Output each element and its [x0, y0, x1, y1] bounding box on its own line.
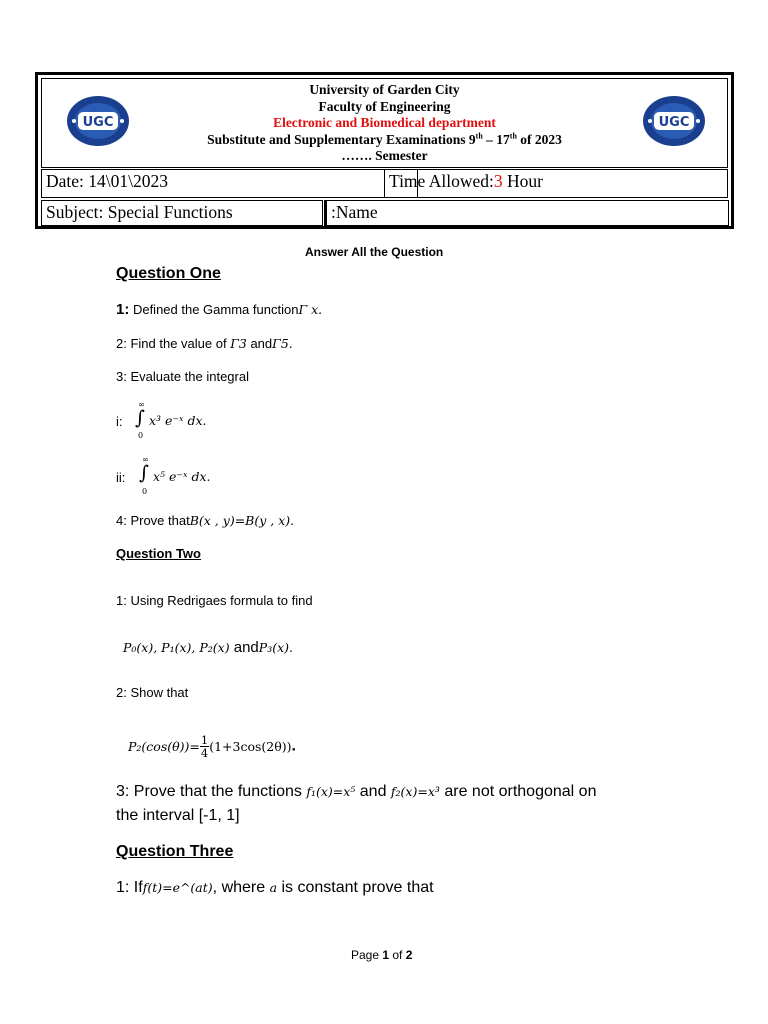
- question-three-title: Question Three: [116, 843, 234, 860]
- svg-text:UGC: UGC: [658, 115, 690, 130]
- q1-item-1: 1: Defined the Gamma functionΓ x.: [116, 301, 323, 318]
- page-number: Page 1 of 2: [351, 948, 413, 962]
- q1-part-ii-expression: x⁵ e⁻ˣ dx.: [153, 469, 211, 484]
- q1-part-i-expression: x³ e⁻ˣ dx.: [149, 413, 207, 428]
- university-logo-left: [66, 95, 130, 147]
- q2-item-1: 1: Using Redrigaes formula to find: [116, 593, 313, 608]
- q2-item-2-equation: P₂(cos(θ))= $\frac{1}{4}$ (1+3cos(2θ)).: [128, 733, 296, 760]
- instruction: Answer All the Question: [305, 245, 444, 259]
- question-one-title: Question One: [116, 265, 221, 282]
- integral-sign: ∫: [139, 462, 149, 484]
- integral-sign: ∫: [135, 407, 145, 429]
- svg-text:UGC: UGC: [82, 115, 114, 130]
- exam-header: [35, 72, 734, 229]
- integral-lower-limit: 0: [142, 487, 148, 496]
- semester-line: ……. Semester: [341, 148, 428, 163]
- q3-item-1: 1: Iff(t)=e^(at), where a is constant prove that: [116, 879, 434, 896]
- date-field: Date: 14\01\2023: [41, 169, 418, 198]
- university-logo-right: [642, 95, 706, 147]
- integral-upper-limit: ∞: [138, 400, 145, 409]
- q2-item-3-interval: the interval [-1, 1]: [116, 807, 240, 824]
- department-name: Electronic and Biomedical department: [273, 115, 496, 130]
- university-name: University of Garden City: [309, 82, 460, 97]
- q1-part-i-label: i:: [116, 414, 123, 429]
- integral-lower-limit: 0: [138, 431, 144, 440]
- subject-field: Subject: Special Functions: [41, 200, 323, 226]
- header-title-block: [41, 78, 728, 168]
- q1-item-3: 3: Evaluate the integral: [116, 369, 249, 384]
- question-two-title: Question Two: [116, 546, 201, 561]
- q2-item-2: 2: Show that: [116, 685, 189, 700]
- q2-item-1-math: P₀(x), P₁(x), P₂(x) andP₃(x).: [123, 639, 293, 656]
- q1-item-4: 4: Prove thatB(x , y)=B(y , x).: [116, 513, 295, 528]
- time-allowed-field: Time Allowed:3 Hour: [384, 169, 728, 198]
- faculty-name: Faculty of Engineering: [318, 98, 451, 114]
- exam-title: Substitute and Supplementary Examinations 9th – 17th of 2023: [207, 131, 562, 147]
- q1-part-ii-label: ii:: [116, 470, 126, 485]
- name-field: :Name: [324, 200, 729, 226]
- q1-item-2: 2: Find the value of Γ3 andΓ5.: [116, 336, 293, 351]
- integral-upper-limit: ∞: [142, 455, 149, 464]
- institution-block: [142, 82, 627, 165]
- q2-item-3: 3: Prove that the functions f₁(x)=x⁵ and f₂(x)=x³ are not orthogonal on: [116, 783, 597, 800]
